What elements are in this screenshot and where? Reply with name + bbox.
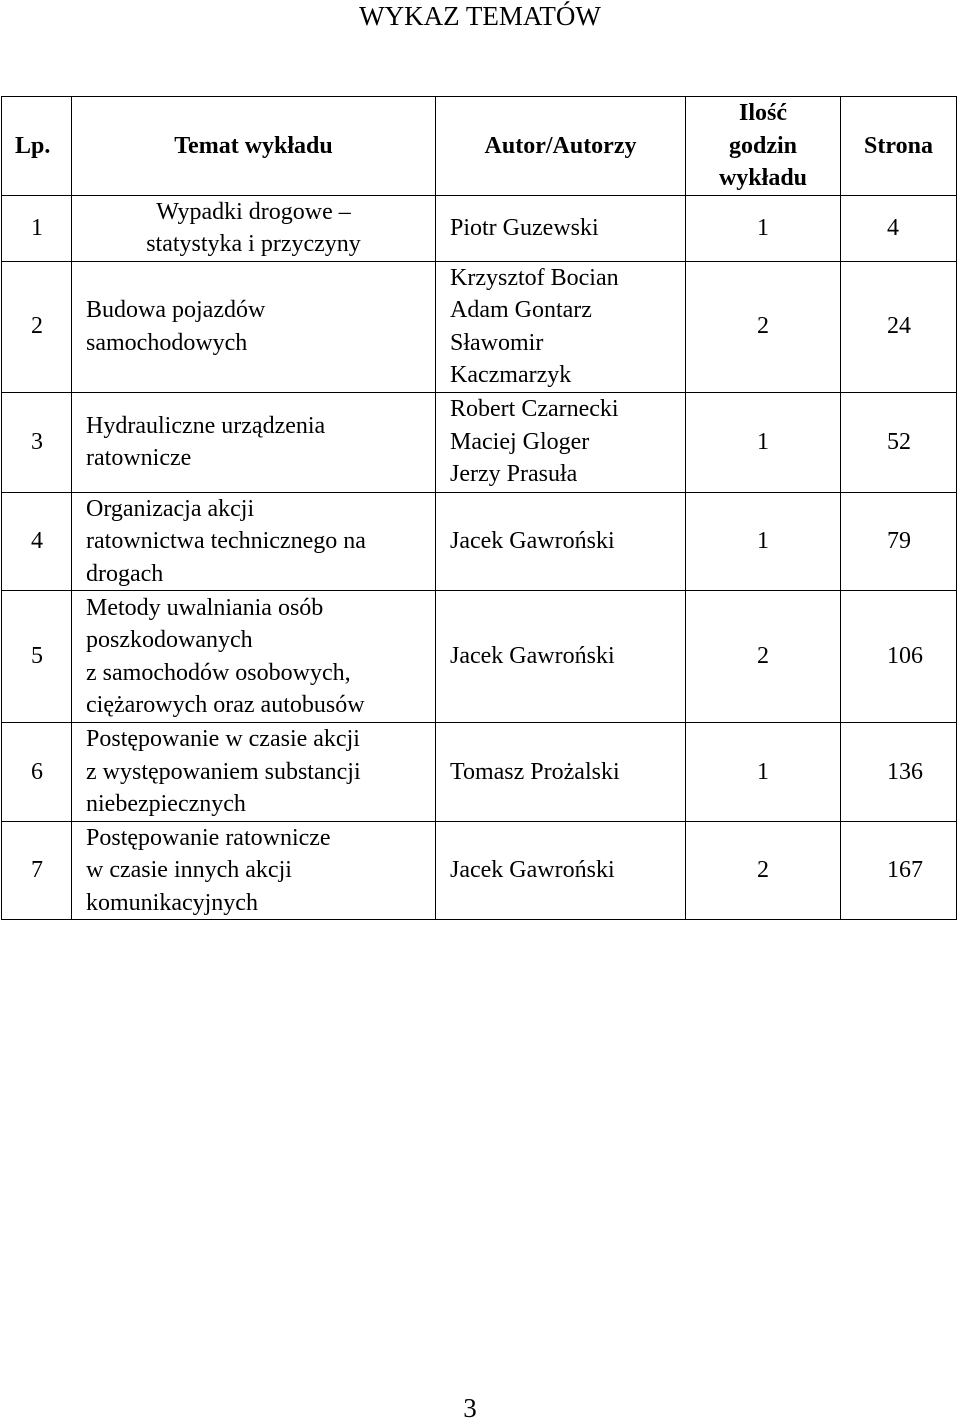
- header-lp: Lp.: [2, 97, 72, 196]
- row-lp: 5: [2, 591, 72, 723]
- row-lp: 2: [2, 261, 72, 392]
- header-hours-line: godzin: [728, 132, 797, 159]
- topic-line: statystyka i przyczyny: [146, 231, 361, 257]
- table-row: [2, 591, 957, 723]
- row-hours: 2: [686, 591, 841, 723]
- topic-line: ciężarowych oraz autobusów: [86, 692, 365, 718]
- row-authors: [436, 821, 686, 920]
- author-line: Jacek Gawroński: [450, 528, 615, 554]
- header-hours: [686, 97, 841, 196]
- author-line: Krzysztof Bocian: [450, 264, 619, 291]
- row-authors: [436, 261, 686, 392]
- row-hours: 2: [686, 821, 841, 920]
- row-topic: [72, 392, 436, 492]
- header-authors: Autor/Autorzy: [436, 97, 686, 196]
- page-title: WYKAZ TEMATÓW: [359, 1, 601, 31]
- author-line: Piotr Guzewski: [450, 214, 599, 241]
- topics-table: [1, 96, 957, 920]
- topic-line: komunikacyjnych: [86, 889, 258, 916]
- row-authors: [436, 723, 686, 822]
- row-hours: 1: [686, 392, 841, 492]
- row-page: 4: [841, 195, 957, 261]
- row-topic: [72, 195, 436, 261]
- row-hours: 1: [686, 723, 841, 822]
- topic-line: z samochodów osobowych,: [86, 659, 351, 686]
- row-hours: 1: [686, 195, 841, 261]
- row-page: 106: [841, 591, 957, 723]
- topic-line: poszkodowanych: [86, 627, 253, 653]
- row-page: 167: [841, 821, 957, 920]
- row-topic: [72, 492, 436, 591]
- row-hours: 1: [686, 492, 841, 591]
- row-hours: 2: [686, 261, 841, 392]
- row-page: 52: [841, 392, 957, 492]
- author-line: Kaczmarzyk: [450, 362, 572, 388]
- topic-line: ratownicze: [86, 445, 192, 471]
- header-topic: Temat wykładu: [72, 97, 436, 196]
- author-line: Jacek Gawroński: [450, 643, 615, 670]
- row-authors: [436, 591, 686, 723]
- row-page: 24: [841, 261, 957, 392]
- author-line: Jacek Gawroński: [450, 857, 615, 883]
- topic-line: w czasie innych akcji: [86, 857, 292, 883]
- row-topic: [72, 821, 436, 920]
- table-header-row: [2, 97, 957, 196]
- author-line: Adam Gontarz: [450, 297, 592, 323]
- row-topic: [72, 723, 436, 822]
- row-topic: [72, 261, 436, 392]
- header-page: Strona: [841, 97, 957, 196]
- row-authors: [436, 392, 686, 492]
- topic-line: Postępowanie w czasie akcji: [86, 726, 360, 752]
- topic-line: z występowaniem substancji: [86, 758, 361, 785]
- topic-line: samochodowych: [86, 329, 248, 356]
- author-line: Robert Czarnecki: [450, 396, 619, 423]
- header-hours-line: Ilość: [739, 100, 787, 126]
- row-authors: [436, 195, 686, 261]
- row-lp: 7: [2, 821, 72, 920]
- topic-line: Budowa pojazdów: [86, 297, 266, 323]
- row-page: 79: [841, 492, 957, 591]
- row-page: 136: [841, 723, 957, 822]
- topic-line: Hydrauliczne urządzenia: [86, 412, 326, 439]
- topic-line: Wypadki drogowe –: [156, 198, 351, 225]
- author-line: Tomasz Prożalski: [450, 758, 620, 785]
- row-lp: 3: [2, 392, 72, 492]
- topic-line: drogach: [86, 560, 164, 587]
- topic-line: Organizacja akcji: [86, 495, 255, 522]
- table-row: [2, 392, 957, 492]
- topic-line: Postępowanie ratownicze: [86, 824, 331, 851]
- table-row: [2, 723, 957, 822]
- row-authors: [436, 492, 686, 591]
- topic-line: Metody uwalniania osób: [86, 594, 324, 621]
- topic-line: ratownictwa technicznego na: [86, 528, 366, 554]
- row-topic: [72, 591, 436, 723]
- table-row: [2, 492, 957, 591]
- topic-line: niebezpiecznych: [86, 791, 246, 817]
- table-row: [2, 195, 957, 261]
- table-row: [2, 261, 957, 392]
- row-lp: 6: [2, 723, 72, 822]
- row-lp: 4: [2, 492, 72, 591]
- header-hours-line: wykładu: [718, 165, 808, 191]
- page-number: 3: [463, 1393, 477, 1423]
- author-line: Maciej Gloger: [450, 428, 590, 455]
- author-line: Jerzy Prasuła: [450, 461, 578, 488]
- row-lp: 1: [2, 195, 72, 261]
- author-line: Sławomir: [450, 329, 544, 356]
- table-row: [2, 821, 957, 920]
